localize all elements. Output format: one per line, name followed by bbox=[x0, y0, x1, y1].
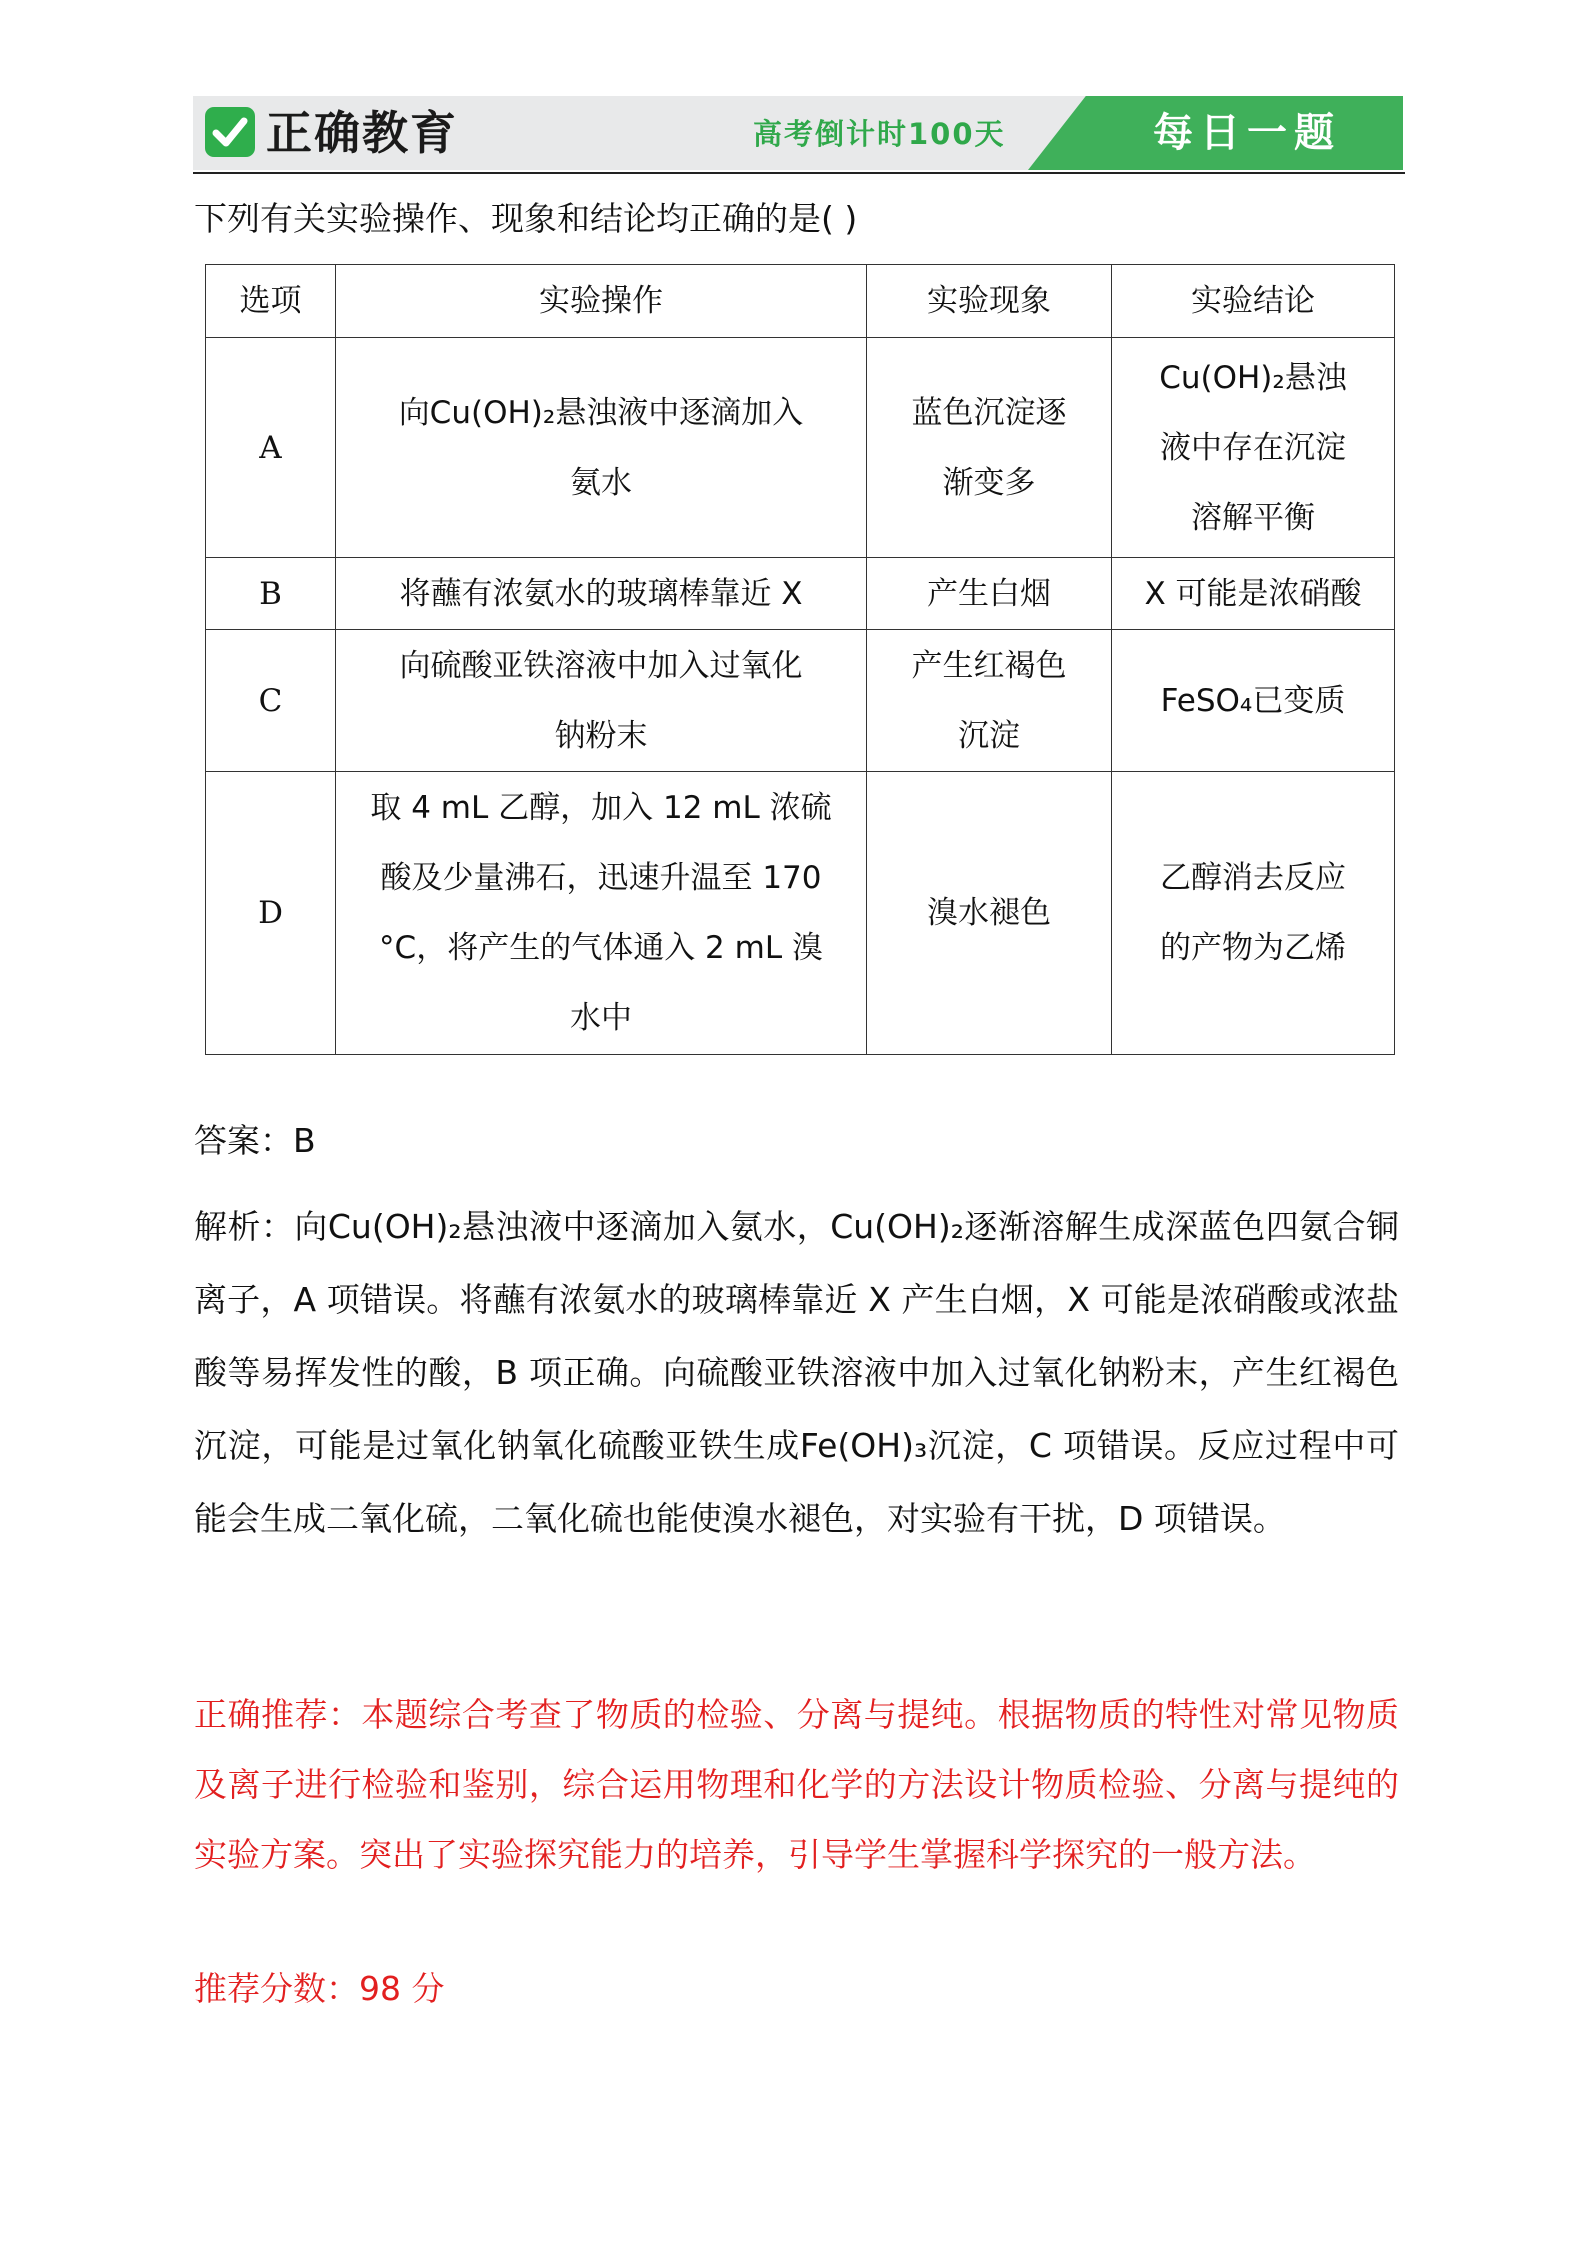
operation-cell: 向Cu(OH)₂悬浊液中逐滴加入 氨水 bbox=[336, 338, 867, 558]
experiment-table bbox=[205, 264, 1395, 1055]
recommendation-text: 正确推荐：本题综合考查了物质的检验、分离与提纯。根据物质的特性对常见物质及离子进行检验和鉴别，综合运用物理和化学的方法设计物质检验、分离与提纯的实验方案。突出了实验探究能力的培养，引导学生掌握科学探究的一般方法。 bbox=[194, 1695, 1399, 1874]
table-header-row bbox=[206, 265, 1395, 338]
table-row bbox=[206, 772, 1395, 1055]
phenomenon-cell: 产生红褐色 沉淀 bbox=[867, 630, 1112, 772]
phenomenon-cell: 蓝色沉淀逐 渐变多 bbox=[867, 338, 1112, 558]
brand-name: 正确教育 bbox=[266, 106, 458, 160]
score-text: 推荐分数：98 分 bbox=[194, 1969, 445, 2008]
conclusion-cell: FeSO₄已变质 bbox=[1112, 630, 1395, 772]
daily-question-label: 每日一题 bbox=[1153, 110, 1341, 156]
answer-text: 答案：B bbox=[194, 1121, 316, 1160]
header-conclusion: 实验结论 bbox=[1112, 265, 1395, 338]
option-cell: C bbox=[206, 630, 336, 772]
header-operation: 实验操作 bbox=[336, 265, 867, 338]
analysis-text: 解析：向Cu(OH)₂悬浊液中逐滴加入氨水，Cu(OH)₂逐渐溶解生成深蓝色四氨合铜离子，A 项错误。将蘸有浓氨水的玻璃棒靠近 X 产生白烟，X 可能是浓硝酸或浓盐酸等易挥发性的酸，B 项正确。向硫酸亚铁溶液中加入过氧化钠粉末，产生红褐色沉淀，可能是过氧化钠氧化硫酸亚铁生成Fe(OH)₃沉淀，C 项错误。反应过程中可能会生成二氧化硫，二氧化硫也能使溴水褪色，对实验有干扰，D 项错误。 bbox=[194, 1207, 1399, 1538]
header-divider bbox=[193, 172, 1405, 174]
table-row bbox=[206, 338, 1395, 558]
question-text: 下列有关实验操作、现象和结论均正确的是( ) bbox=[194, 199, 858, 238]
operation-cell: 向硫酸亚铁溶液中加入过氧化 钠粉末 bbox=[336, 630, 867, 772]
phenomenon-cell: 溴水褪色 bbox=[867, 772, 1112, 1055]
countdown-text: 高考倒计时100天 bbox=[753, 117, 1006, 151]
option-cell: A bbox=[206, 338, 336, 558]
check-icon bbox=[205, 107, 255, 157]
table-row bbox=[206, 630, 1395, 772]
table-row bbox=[206, 558, 1395, 630]
conclusion-cell: Cu(OH)₂悬浊 液中存在沉淀 溶解平衡 bbox=[1112, 338, 1395, 558]
header-option: 选项 bbox=[206, 265, 336, 338]
conclusion-cell: X 可能是浓硝酸 bbox=[1112, 558, 1395, 630]
operation-cell: 将蘸有浓氨水的玻璃棒靠近 X bbox=[336, 558, 867, 630]
conclusion-cell: 乙醇消去反应 的产物为乙烯 bbox=[1112, 772, 1395, 1055]
header-phenomenon: 实验现象 bbox=[867, 265, 1112, 338]
option-cell: B bbox=[206, 558, 336, 630]
phenomenon-cell: 产生白烟 bbox=[867, 558, 1112, 630]
operation-cell: 取 4 mL 乙醇，加入 12 mL 浓硫 酸及少量沸石，迅速升温至 170 °C，将产生的气体通入 2 mL 溴 水中 bbox=[336, 772, 867, 1055]
option-cell: D bbox=[206, 772, 336, 1055]
header-banner bbox=[193, 96, 1403, 170]
